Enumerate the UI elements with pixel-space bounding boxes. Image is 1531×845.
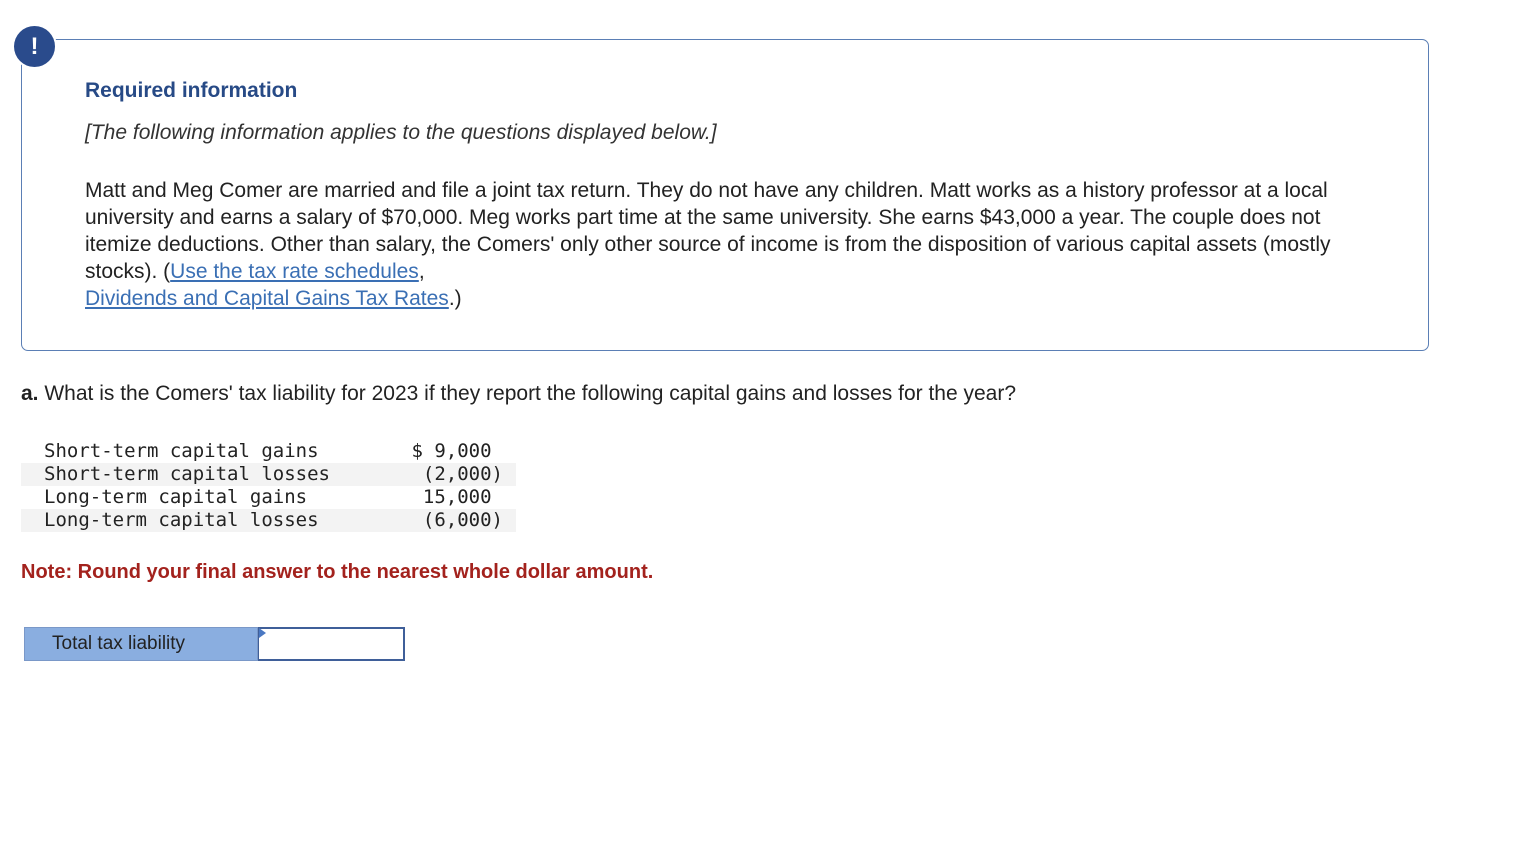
required-information-heading: Required information — [85, 79, 298, 102]
table-row — [21, 463, 516, 486]
required-information-panel — [21, 39, 1429, 351]
tax-rate-schedules-link[interactable]: Use the tax rate schedules — [170, 260, 419, 283]
problem-description-text: Matt and Meg Comer are married and file a joint tax return. They do not have any children. Matt works as a history professor at a local university and earns a salary of $70,000. Meg works part time at the same university. She earns $43,000 a year. The couple does not itemize deductions. Other than salary, the Comers' only other source of income is from the disposition of various capital assets (mostly stocks). ( — [85, 179, 1331, 283]
problem-description — [85, 177, 1355, 312]
row-value: 15,000 — [422, 486, 503, 508]
row-value: (2,000) — [404, 463, 516, 486]
total-tax-liability-label: Total tax liability — [24, 627, 258, 661]
question-text: What is the Comers' tax liability for 2023 if they report the following capital gains and losses for the year? — [38, 382, 1017, 405]
row-label: Long-term capital losses — [21, 509, 404, 532]
row-label: Short-term capital gains — [44, 440, 319, 462]
required-information-subheading: [The following information applies to the questions displayed below.] — [85, 121, 717, 144]
table-row — [21, 440, 516, 463]
question-label: a. — [21, 382, 39, 405]
question-a — [21, 382, 1016, 406]
total-tax-liability-input[interactable] — [258, 627, 405, 661]
answer-row — [24, 627, 405, 661]
exclamation-icon: ! — [14, 26, 55, 67]
capital-gains-losses-table — [21, 440, 516, 532]
row-label: Short-term capital losses — [21, 463, 404, 486]
link-separator: , — [418, 260, 425, 283]
table-row — [21, 486, 516, 509]
description-closing: .) — [448, 287, 462, 310]
input-corner-marker-icon — [259, 628, 266, 638]
rounding-note: Note: Round your final answer to the nearest whole dollar amount. — [21, 561, 654, 583]
row-value: (6,000) — [404, 509, 516, 532]
answer-input-wrapper — [258, 627, 405, 661]
table-row — [21, 509, 516, 532]
row-value: $ 9,000 — [411, 440, 503, 462]
row-label: Long-term capital gains — [44, 486, 308, 508]
dividends-capital-gains-rates-link[interactable]: Dividends and Capital Gains Tax Rates — [85, 287, 449, 310]
